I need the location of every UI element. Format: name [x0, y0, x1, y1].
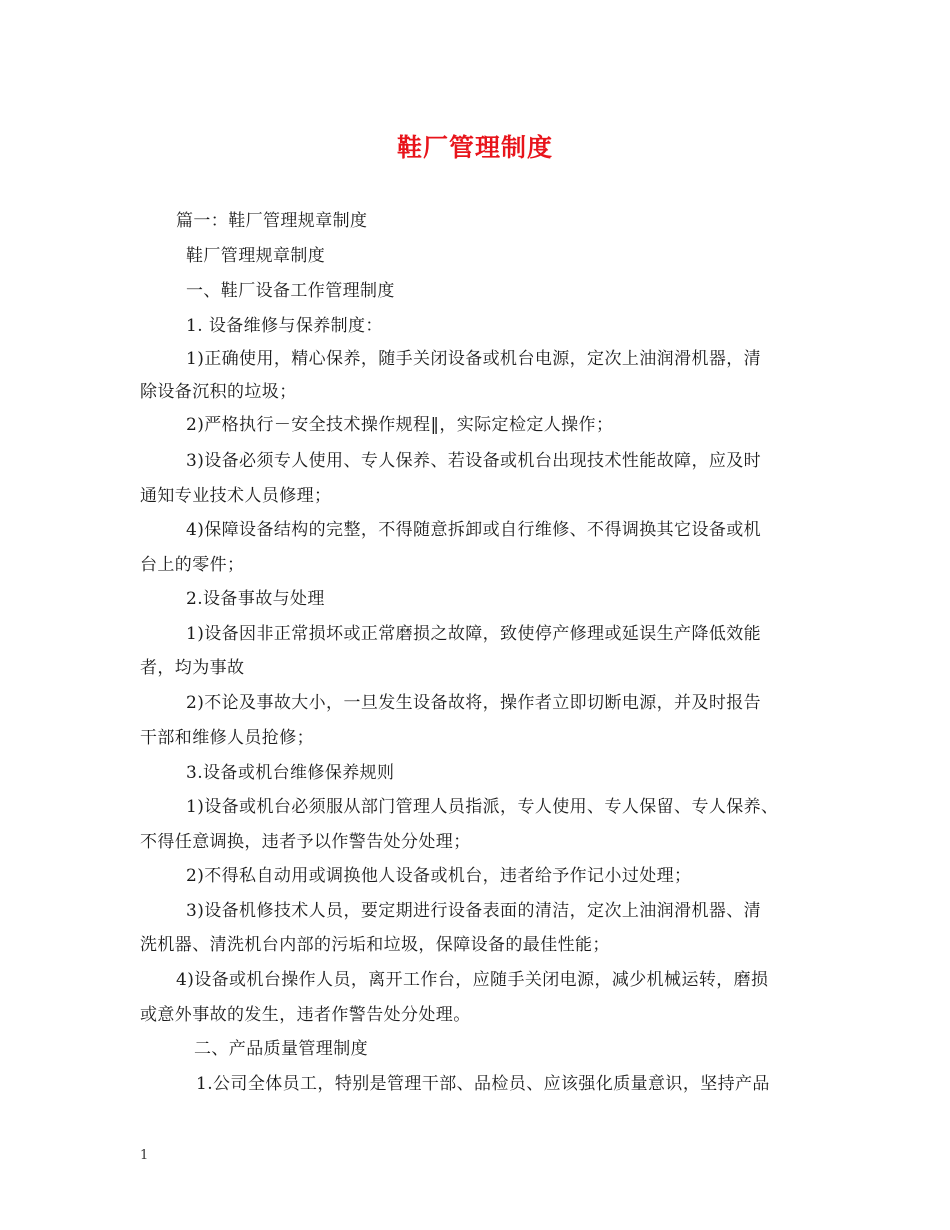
text-line: 二、产品质量管理制度: [194, 1039, 368, 1059]
text-line: 除设备沉积的垃圾；: [140, 382, 297, 402]
text-line: 篇一：鞋厂管理规章制度: [176, 211, 368, 231]
text-line: 4)设备或机台操作人员，离开工作台，应随手关闭电源，减少机械运转，磨损: [176, 970, 769, 990]
text-line: 3.设备或机台维修保养规则: [186, 763, 395, 783]
text-line: 者，均为事故: [140, 658, 245, 678]
text-line: 洗机器、清洗机台内部的污垢和垃圾，保障设备的最佳性能；: [140, 935, 610, 955]
text-line: 1.公司全体员工，特别是管理干部、品检员、应该强化质量意识，坚持产品: [196, 1074, 770, 1094]
text-line: 鞋厂管理规章制度: [186, 246, 326, 266]
text-line: 1. 设备维修与保养制度：: [186, 316, 383, 336]
text-line: 2)不论及事故大小，一旦发生设备故将，操作者立即切断电源，并及时报告: [186, 693, 762, 713]
text-line: 2.设备事故与处理: [186, 589, 325, 609]
page-number: 1: [140, 1148, 149, 1163]
text-line: 4)保障设备结构的完整，不得随意拆卸或自行维修、不得调换其它设备或机: [186, 520, 762, 540]
text-line: 干部和维修人员抢修；: [140, 728, 314, 748]
text-line: 2)不得私自动用或调换他人设备或机台，违者给予作记小过处理；: [186, 866, 692, 886]
text-line: 1)正确使用，精心保养，随手关闭设备或机台电源，定次上油润滑机器，清: [186, 349, 762, 369]
text-line: 不得任意调换，违者予以作警告处分处理；: [140, 832, 471, 852]
text-line: 1)设备因非正常损坏或正常磨损之故障，致使停产修理或延误生产降低效能: [186, 624, 762, 644]
text-line: 台上的零件；: [140, 555, 245, 575]
text-line: 2)严格执行－安全技术操作规程‖，实际定检定人操作；: [186, 415, 614, 435]
text-line: 3)设备必须专人使用、专人保养、若设备或机台出现技术性能故障，应及时: [186, 451, 762, 471]
text-line: 3)设备机修技术人员，要定期进行设备表面的清洁，定次上油润滑机器、清: [186, 901, 762, 921]
document-title: 鞋厂管理制度: [396, 133, 553, 162]
text-line: 一、鞋厂设备工作管理制度: [186, 281, 395, 301]
text-line: 通知专业技术人员修理；: [140, 486, 332, 506]
text-line: 或意外事故的发生，违者作警告处分处理。: [140, 1005, 471, 1025]
text-line: 1)设备或机台必须服从部门管理人员指派，专人使用、专人保留、专人保养、: [186, 797, 779, 817]
